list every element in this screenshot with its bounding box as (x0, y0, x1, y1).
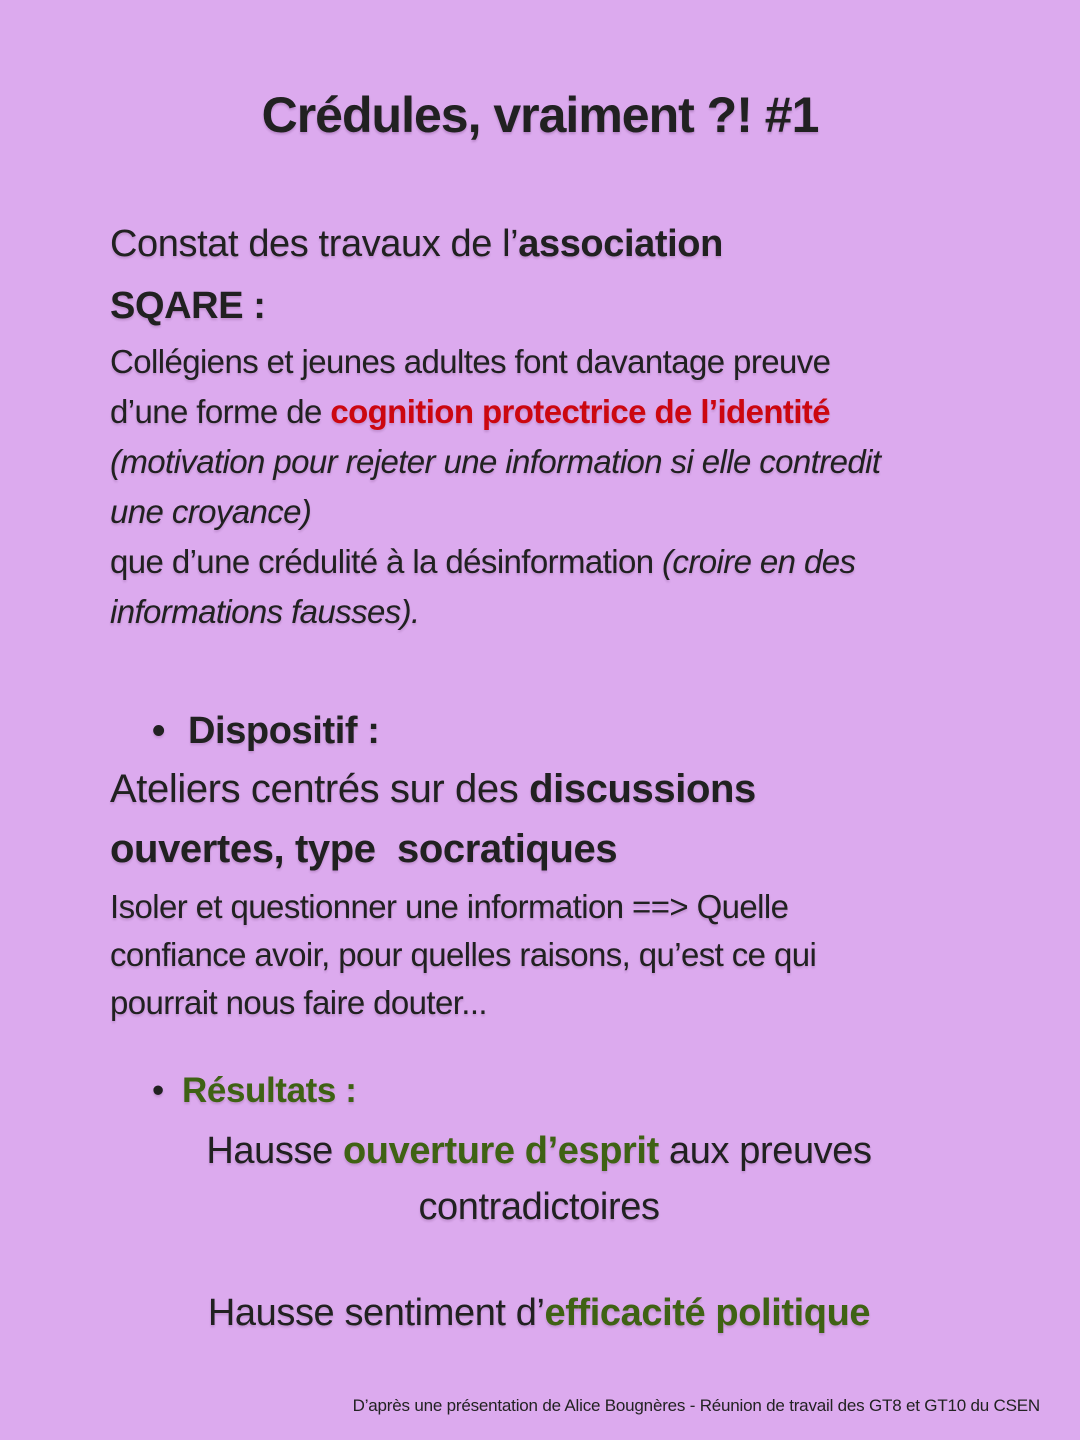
dispositif-text: Ateliers centrés sur des (110, 767, 530, 811)
slide-content (0, 213, 1080, 1341)
resultats-text: aux preuves (658, 1130, 872, 1172)
dispositif-description (110, 759, 968, 879)
resultats-section (110, 1065, 968, 1341)
dispositif-section (110, 703, 968, 1027)
text-line (110, 1285, 968, 1341)
text-line (110, 819, 968, 879)
dispositif-bold: discussions (529, 767, 756, 811)
bullet-icon (110, 703, 188, 759)
resultats-text: Hausse sentiment d’ (207, 1292, 545, 1334)
constat-body-text: d’une forme de (110, 393, 331, 430)
dispositif-detail-text: Isoler et questionner une information ==> Quelle (110, 888, 789, 925)
text-line (110, 979, 968, 1027)
constat-body-text: que d’une crédulité à la désinformation (110, 543, 663, 580)
text-line (110, 275, 968, 337)
resultats-ouverture (110, 1123, 968, 1235)
text-line (110, 759, 968, 819)
constat-body (110, 337, 968, 637)
constat-intro-bold: association (518, 223, 723, 265)
dispositif-details (110, 883, 968, 1027)
resultats-efficacite (110, 1285, 968, 1341)
dispositif-label: Dispositif : (188, 710, 380, 752)
dispositif-heading (110, 703, 968, 759)
text-line (110, 337, 968, 387)
bullet-icon (110, 1065, 182, 1117)
resultats-heading (110, 1065, 968, 1117)
constat-body-text: Collégiens et jeunes adultes font davantage preuve (110, 343, 831, 380)
text-line (110, 1179, 968, 1235)
constat-section (110, 213, 968, 637)
text-line (110, 537, 968, 587)
text-line (110, 387, 968, 437)
constat-highlight-red: cognition protectrice de l’identité (330, 393, 831, 430)
text-line (110, 437, 968, 487)
resultats-text: contradictoires (418, 1186, 660, 1228)
constat-intro-lead: Constat des travaux de l’ (110, 223, 519, 265)
resultats-text: Hausse (206, 1130, 343, 1172)
dispositif-bold: ouvertes, type socratiques (110, 827, 618, 871)
constat-parenthetical: informations fausses). (110, 593, 420, 630)
resultats-highlight-green: efficacité politique (544, 1292, 871, 1334)
text-line (110, 931, 968, 979)
dispositif-detail-text: pourrait nous faire douter... (110, 984, 488, 1021)
dispositif-detail-text: confiance avoir, pour quelles raisons, qu’est ce qui (110, 936, 817, 973)
resultats-label: Résultats : (182, 1071, 357, 1110)
text-line (110, 1123, 968, 1179)
constat-parenthetical: (motivation pour rejeter une information si elle contredit (110, 443, 881, 480)
page-title: Crédules, vraiment ?! #1 (261, 87, 819, 143)
resultats-highlight-green: ouverture d’esprit (342, 1130, 659, 1172)
text-line (110, 587, 968, 637)
constat-parenthetical: une croyance) (110, 493, 312, 530)
constat-intro-bold2: SQARE : (110, 285, 266, 327)
constat-parenthetical: (croire en des (662, 543, 856, 580)
text-line (110, 213, 968, 275)
constat-intro (110, 213, 968, 337)
text-line (110, 883, 968, 931)
attribution-footer: D’après une présentation de Alice Bougnères - Réunion de travail des GT8 et GT10 du CSEN (352, 1396, 1040, 1415)
text-line (110, 487, 968, 537)
